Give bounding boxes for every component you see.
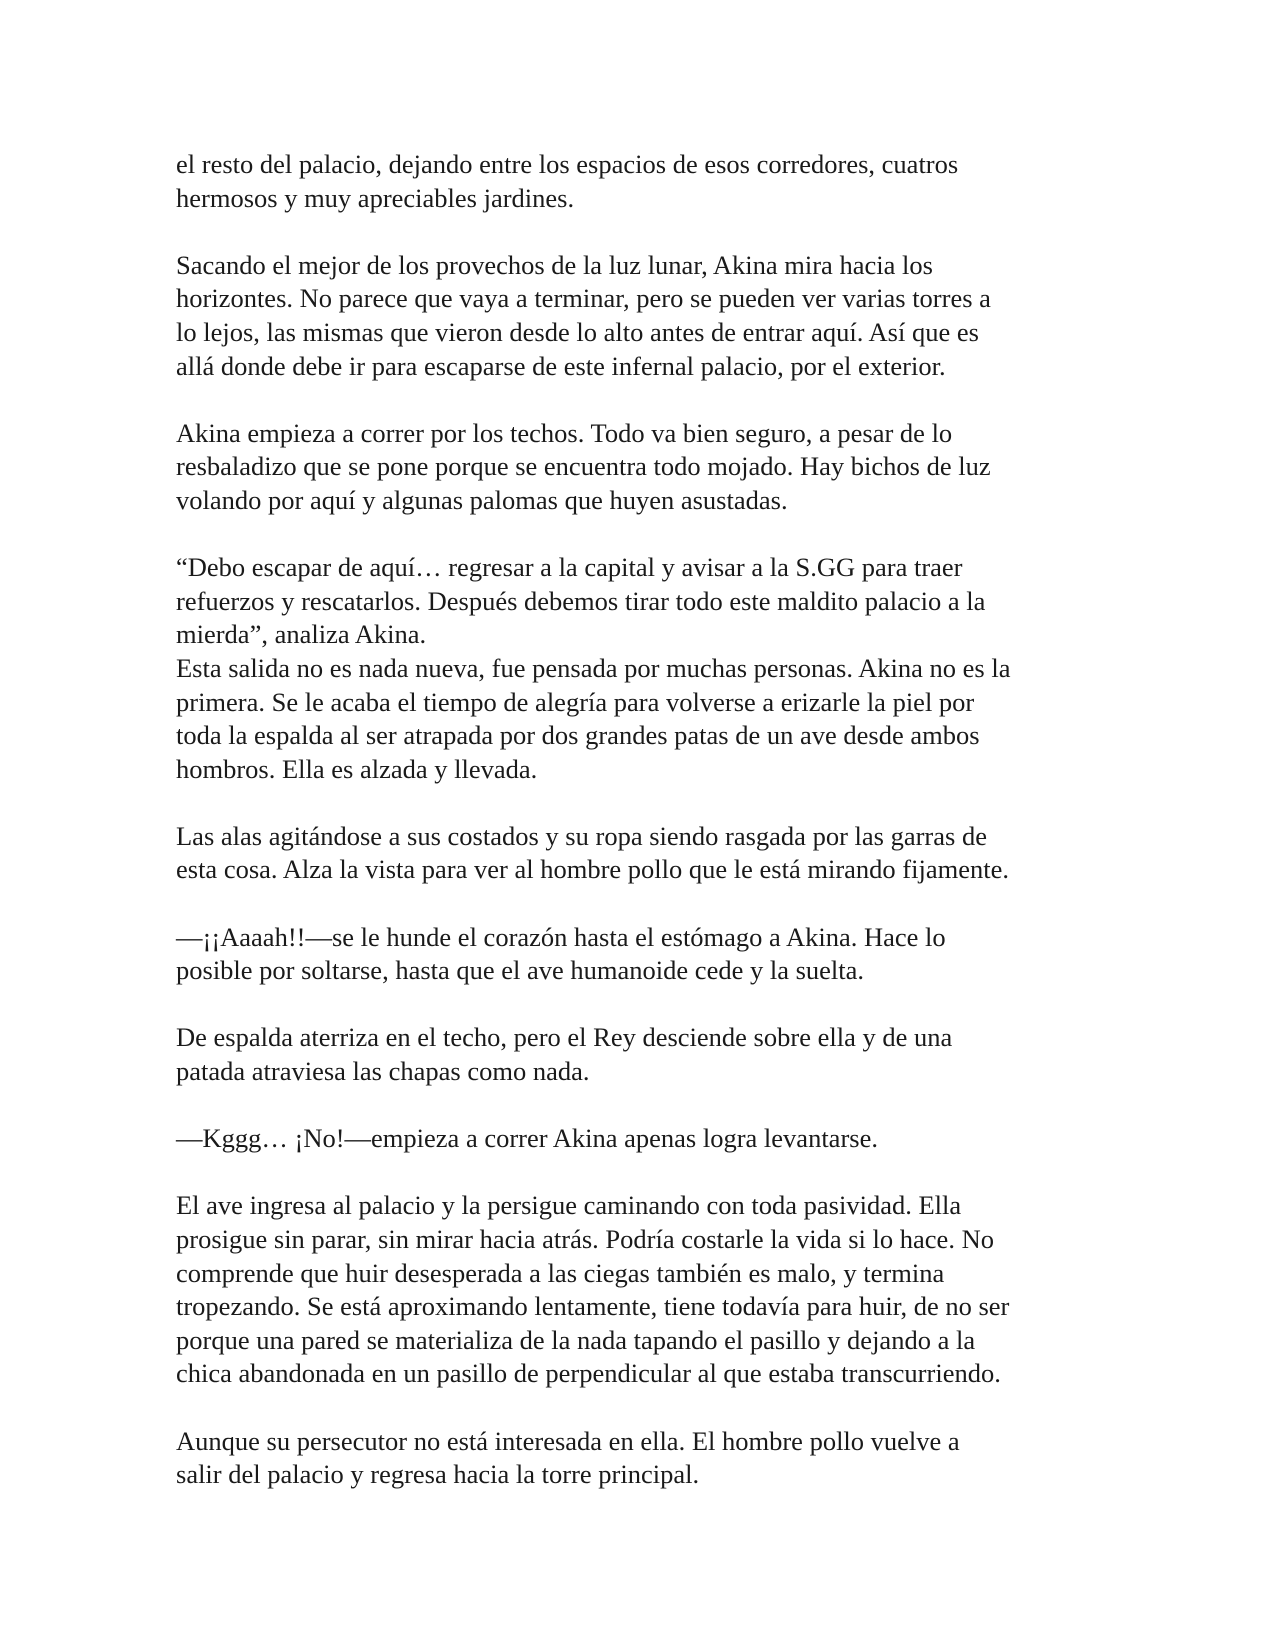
- text-line: “Debo escapar de aquí… regresar a la capital y avisar a la S.GG para traer: [176, 552, 963, 583]
- text-line: El ave ingresa al palacio y la persigue caminando con toda pasividad. Ella: [176, 1190, 962, 1221]
- text-line: Akina empieza a correr por los techos. Todo va bien seguro, a pesar de lo: [176, 417, 953, 448]
- text-line: hombros. Ella es alzada y llevada.: [176, 753, 538, 784]
- paragraph-1: [176, 148, 1106, 215]
- text-line: hermosos y muy apreciables jardines.: [176, 182, 575, 213]
- text-line: prosigue sin parar, sin mirar hacia atrás. Podría costarle la vida si lo hace. No: [176, 1224, 994, 1254]
- text-line: primera. Se le acaba el tiempo de alegría para volverse a erizarle la piel por: [176, 686, 975, 717]
- text-line: refuerzos y rescatarlos. Después debemos tirar todo este maldito palacio a la: [176, 585, 986, 616]
- text-line: horizontes. No parece que vaya a terminar, pero se pueden ver varias torres a: [176, 283, 991, 314]
- text-line: comprende que huir desesperada a las ciegas también es malo, y termina: [176, 1257, 945, 1288]
- paragraph-5: [176, 652, 1106, 786]
- text-line: posible por soltarse, hasta que el ave humanoide cede y la suelta.: [176, 955, 865, 986]
- paragraph-8: [176, 1021, 1106, 1088]
- text-line: lo lejos, las mismas que vieron desde lo alto antes de entrar aquí. Así que es: [176, 316, 979, 347]
- paragraph-10: [176, 1189, 1106, 1391]
- paragraph-4: [176, 551, 1106, 652]
- text-line: Sacando el mejor de los provechos de la luz lunar, Akina mira hacia los: [176, 249, 933, 280]
- paragraph-3: [176, 417, 1106, 518]
- paragraph-11: [176, 1425, 1106, 1492]
- paragraph-9: [176, 1122, 1106, 1156]
- text-line: Las alas agitándose a sus costados y su ropa siendo rasgada por las garras de: [176, 820, 987, 851]
- text-line: allá donde debe ir para escaparse de este infernal palacio, por el exterior.: [176, 350, 946, 381]
- text-line: —Kggg… ¡No!—empieza a correr Akina apenas logra levantarse.: [176, 1123, 878, 1154]
- text-line: mierda”, analiza Akina.: [176, 619, 427, 650]
- text-line: patada atraviesa las chapas como nada.: [176, 1056, 590, 1087]
- text-line: Aunque su persecutor no está interesada en ella. El hombre pollo vuelve a: [176, 1425, 960, 1456]
- text-line: De espalda aterriza en el techo, pero el Rey desciende sobre ella y de una: [176, 1022, 953, 1053]
- paragraph-6: [176, 820, 1106, 887]
- document-body: [176, 148, 1106, 1525]
- paragraph-7: [176, 921, 1106, 988]
- paragraph-2: [176, 249, 1106, 383]
- text-line: tropezando. Se está aproximando lentamente, tiene todavía para huir, de no ser: [176, 1291, 1010, 1322]
- text-line: el resto del palacio, dejando entre los espacios de esos corredores, cuatros: [176, 149, 959, 179]
- text-line: Esta salida no es nada nueva, fue pensada por muchas personas. Akina no es la: [176, 652, 1011, 683]
- text-line: toda la espalda al ser atrapada por dos grandes patas de un ave desde ambos: [176, 720, 980, 751]
- text-line: chica abandonada en un pasillo de perpendicular al que estaba transcurriendo.: [176, 1358, 1001, 1389]
- text-line: esta cosa. Alza la vista para ver al hombre pollo que le está mirando fijamente.: [176, 854, 1009, 885]
- text-line: —¡¡Aaaah!!—se le hunde el corazón hasta el estómago a Akina. Hace lo: [176, 921, 946, 952]
- text-line: resbaladizo que se pone porque se encuentra todo mojado. Hay bichos de luz: [176, 451, 991, 482]
- text-line: porque una pared se materializa de la nada tapando el pasillo y dejando a la: [176, 1324, 976, 1355]
- text-line: volando por aquí y algunas palomas que huyen asustadas.: [176, 484, 788, 515]
- text-line: salir del palacio y regresa hacia la torre principal.: [176, 1459, 700, 1490]
